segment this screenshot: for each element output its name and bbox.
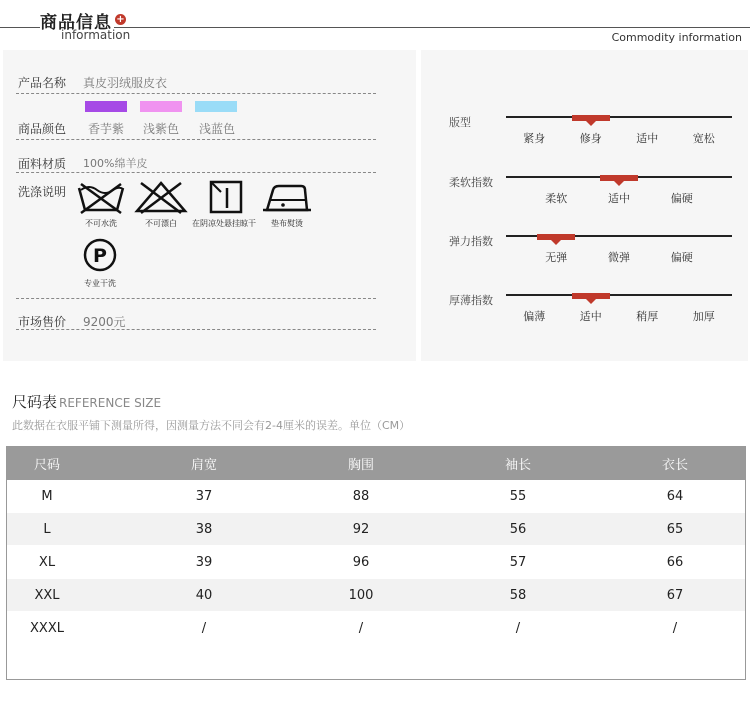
color-swatch-3 bbox=[195, 101, 237, 112]
care-caption: 不可水洗 bbox=[85, 219, 117, 228]
size-table-title bbox=[12, 391, 161, 412]
table-header-cell: 袖长 bbox=[504, 458, 531, 473]
section-title: 商品信息 bbox=[40, 8, 114, 33]
header-right-text: Commodity information bbox=[611, 31, 742, 44]
color-swatch-1 bbox=[85, 101, 127, 112]
care-caption: 专业干洗 bbox=[84, 279, 116, 288]
scale-option: 微弹 bbox=[608, 251, 630, 264]
scale-option: 柔软 bbox=[545, 192, 568, 205]
table-cell: 55 bbox=[509, 488, 527, 504]
scale-option: 偏硬 bbox=[670, 192, 693, 205]
product-info-panel bbox=[3, 50, 416, 361]
scale-option: 适中 bbox=[608, 192, 630, 205]
no-wash-icon bbox=[75, 180, 127, 214]
table-cell: 39 bbox=[195, 554, 213, 570]
scale-label: 柔软指数 bbox=[449, 176, 493, 189]
scale-option: 加厚 bbox=[692, 310, 715, 323]
color-name-3: 浅蓝色 bbox=[199, 122, 236, 136]
color-name-1: 香芋紫 bbox=[88, 122, 125, 136]
table-header bbox=[7, 447, 745, 480]
divider bbox=[16, 139, 376, 140]
scale-option: 偏薄 bbox=[523, 310, 546, 323]
table-cell: XL bbox=[38, 554, 56, 570]
table-cell: 66 bbox=[666, 554, 684, 570]
table-cell: 40 bbox=[195, 587, 213, 603]
color-label: 商品颜色 bbox=[18, 122, 67, 136]
scale-option: 适中 bbox=[636, 132, 659, 145]
table-cell: / bbox=[358, 620, 364, 636]
table-row bbox=[7, 579, 745, 611]
scale-option: 稍厚 bbox=[636, 310, 659, 323]
scale-marker-pointer bbox=[586, 121, 596, 126]
table-cell: XXL bbox=[34, 587, 60, 603]
material-label: 面料材质 bbox=[18, 157, 67, 171]
price-value: 9200元 bbox=[83, 315, 126, 329]
scale-option: 修身 bbox=[579, 132, 602, 145]
section-subtitle: information bbox=[61, 28, 131, 42]
table-header-cell: 尺码 bbox=[33, 458, 60, 473]
table-cell: 37 bbox=[195, 488, 213, 504]
care-item-no-wash bbox=[75, 180, 127, 229]
material-value: 100%绵羊皮 bbox=[83, 157, 148, 170]
care-item-iron bbox=[261, 180, 313, 229]
divider bbox=[16, 93, 376, 94]
table-cell: M bbox=[41, 488, 53, 504]
table-row bbox=[7, 546, 745, 578]
scale-option: 无弹 bbox=[545, 251, 568, 264]
scale-track bbox=[506, 116, 732, 118]
care-item-dry-clean bbox=[78, 238, 122, 289]
table-header-cell: 肩宽 bbox=[190, 458, 217, 473]
size-note: 此数据在衣服平铺下测量所得，因测量方法不同会有2-4厘米的误差。单位（CM） bbox=[12, 419, 411, 432]
scale-marker-pointer bbox=[614, 181, 624, 186]
professional-dry-clean-icon bbox=[78, 238, 122, 274]
scale-label: 版型 bbox=[449, 116, 471, 129]
size-table bbox=[6, 446, 746, 680]
table-cell: 100 bbox=[348, 587, 374, 603]
scale-option: 紧身 bbox=[523, 132, 546, 145]
scale-marker-pointer bbox=[586, 299, 596, 304]
name-label: 产品名称 bbox=[18, 76, 67, 90]
care-item-hang-dry bbox=[189, 180, 263, 229]
table-row bbox=[7, 612, 745, 644]
table-cell: / bbox=[672, 620, 678, 636]
scale-label: 弹力指数 bbox=[449, 235, 493, 248]
divider bbox=[16, 329, 376, 330]
table-cell: 65 bbox=[666, 521, 684, 537]
care-caption: 垫布熨烫 bbox=[271, 219, 303, 228]
table-cell: / bbox=[201, 620, 207, 636]
care-caption: 不可漂白 bbox=[145, 219, 177, 228]
table-cell: 64 bbox=[666, 488, 684, 504]
name-value: 真皮羽绒服皮衣 bbox=[83, 76, 168, 90]
scale-option: 宽松 bbox=[692, 132, 715, 145]
table-cell: L bbox=[43, 521, 51, 537]
table-cell: 38 bbox=[195, 521, 213, 537]
table-cell: 58 bbox=[509, 587, 527, 603]
color-swatch-2 bbox=[140, 101, 182, 112]
care-caption: 在阴凉处悬挂晾干 bbox=[192, 219, 256, 228]
table-cell: 92 bbox=[352, 521, 370, 537]
hang-dry-shade-icon bbox=[189, 180, 263, 214]
iron-with-cloth-icon bbox=[261, 180, 313, 214]
scale-option: 适中 bbox=[579, 310, 602, 323]
table-row bbox=[7, 480, 745, 512]
table-cell: 57 bbox=[509, 554, 527, 570]
care-label: 洗涤说明 bbox=[18, 185, 67, 199]
divider bbox=[16, 172, 376, 173]
size-title-cn: 尺码表 bbox=[12, 393, 58, 411]
scale-marker-pointer bbox=[551, 240, 561, 245]
table-cell: XXXL bbox=[30, 620, 64, 636]
color-name-2: 浅紫色 bbox=[143, 122, 180, 136]
size-title-en: REFERENCE SIZE bbox=[59, 396, 162, 410]
price-label: 市场售价 bbox=[18, 315, 67, 329]
scale-option: 偏硬 bbox=[670, 251, 693, 264]
dry-clean-symbol: P bbox=[93, 245, 107, 267]
table-row bbox=[7, 513, 745, 545]
table-header-cell: 胸围 bbox=[347, 458, 374, 473]
care-item-no-bleach bbox=[133, 180, 189, 229]
scale-label: 厚薄指数 bbox=[449, 294, 493, 307]
fit-scales-panel bbox=[421, 50, 748, 361]
table-cell: 67 bbox=[666, 587, 684, 603]
table-cell: 56 bbox=[509, 521, 527, 537]
table-cell: / bbox=[515, 620, 521, 636]
no-bleach-icon bbox=[133, 180, 189, 214]
table-header-cell: 衣长 bbox=[661, 458, 688, 473]
plus-icon: + bbox=[116, 14, 125, 25]
divider bbox=[16, 298, 376, 299]
table-cell: 88 bbox=[352, 488, 370, 504]
table-cell: 96 bbox=[352, 554, 370, 570]
scale-track bbox=[506, 294, 732, 296]
